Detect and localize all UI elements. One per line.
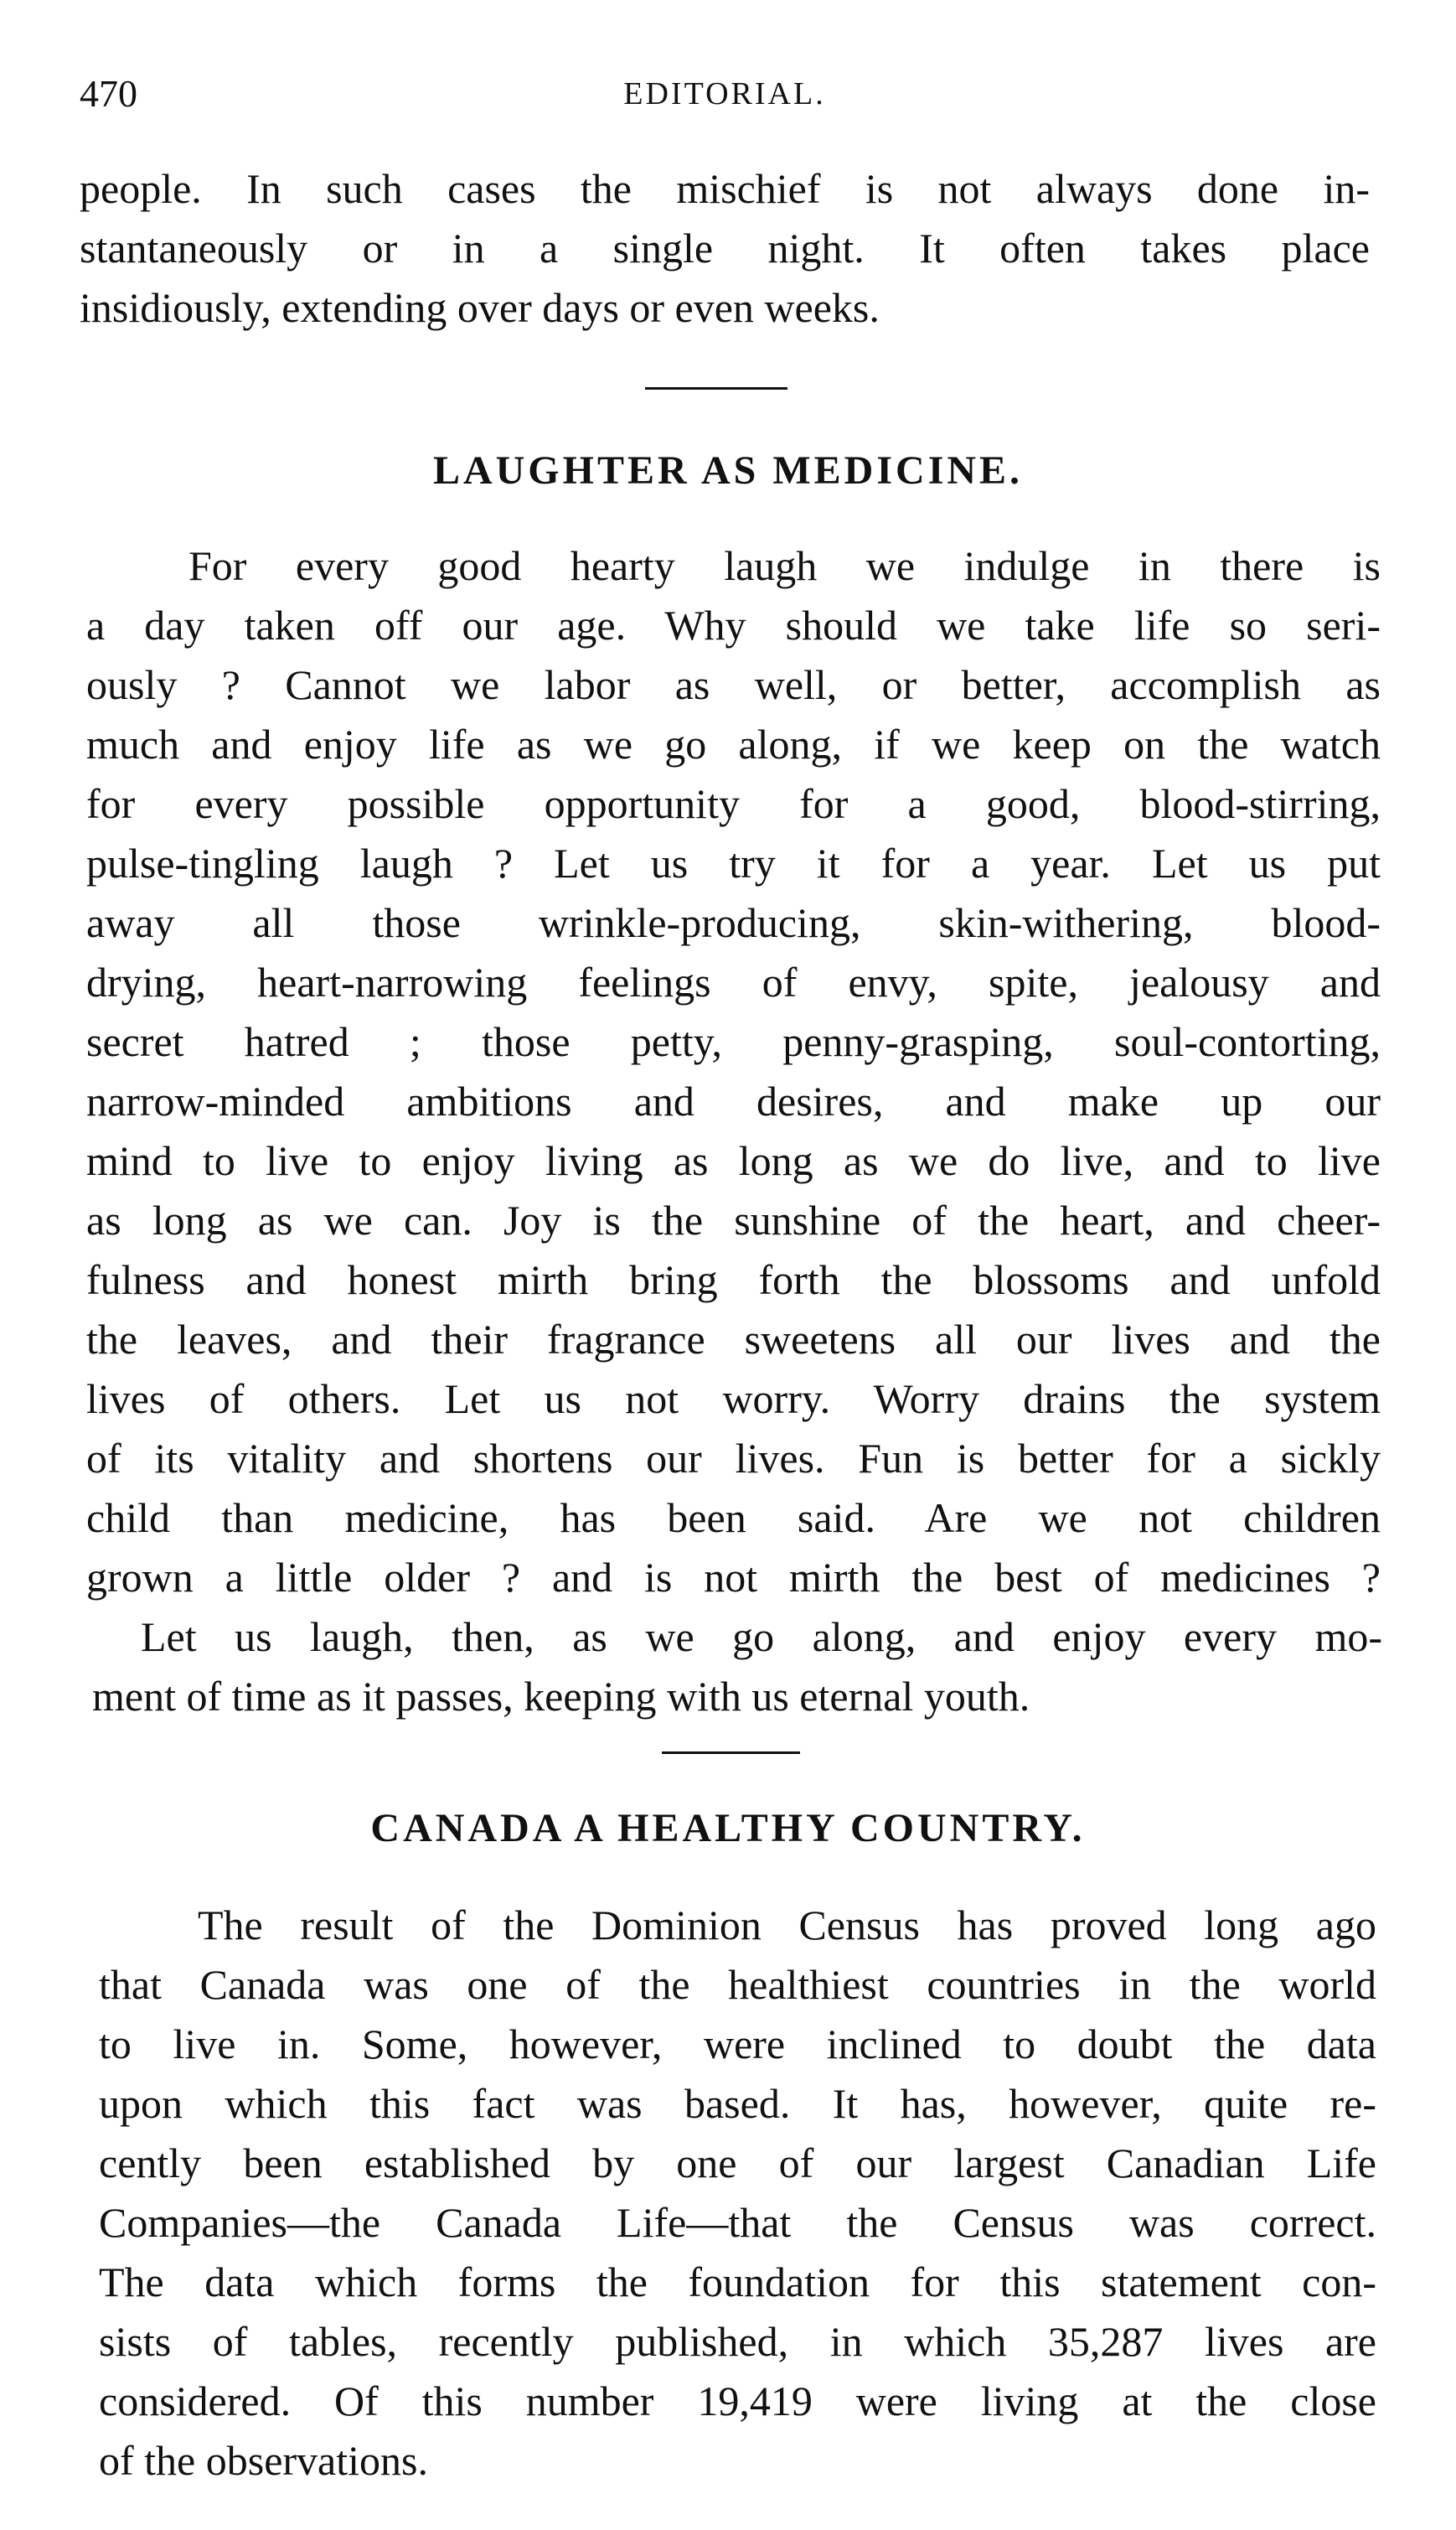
laughter-paragraph-2 <box>92 1607 1382 1726</box>
text-line: for every possible opportunity for a good, blood-stirring, <box>86 780 1381 827</box>
text-line: Companies—the Canada Life—that the Census was correct. <box>99 2199 1376 2246</box>
section-divider <box>645 387 787 390</box>
page-number: 470 <box>80 72 137 115</box>
text-line: considered. Of this number 19,419 were living at the close <box>99 2377 1376 2424</box>
text-line: a day taken off our age. Why should we take life so seri- <box>86 602 1381 649</box>
text-line: narrow-minded ambitions and desires, and make up our <box>86 1078 1381 1125</box>
text-line: of the observations. <box>99 2437 428 2484</box>
text-line: away all those wrinkle-producing, skin-withering, blood- <box>86 899 1381 946</box>
text-line: as long as we can. Joy is the sunshine of the heart, and cheer- <box>86 1197 1381 1244</box>
section-divider <box>662 1751 800 1754</box>
text-line: Let us laugh, then, as we go along, and enjoy every mo- <box>141 1613 1382 1660</box>
text-line: stantaneously or in a single night. It often takes place <box>80 225 1370 272</box>
text-line: For every good hearty laugh we indulge in there is <box>188 542 1381 589</box>
running-head <box>80 69 1370 119</box>
text-line: pulse-tingling laugh ? Let us try it for a year. Let us put <box>86 840 1381 887</box>
text-line: insidiously, extending over days or even weeks. <box>80 284 880 331</box>
text-line: ment of time as it passes, keeping with us eternal youth. <box>92 1673 1030 1720</box>
text-line: lives of others. Let us not worry. Worry drains the system <box>86 1375 1381 1422</box>
text-line: The result of the Dominion Census has proved long ago <box>198 1901 1376 1948</box>
text-line: cently been established by one of our largest Canadian Life <box>99 2139 1376 2186</box>
text-line: upon which this fact was based. It has, however, quite re- <box>99 2080 1376 2127</box>
text-line: much and enjoy life as we go along, if we keep on the watch <box>86 721 1381 768</box>
text-line: fulness and honest mirth bring forth the blossoms and unfold <box>86 1256 1381 1303</box>
text-line: that Canada was one of the healthiest countries in the world <box>99 1961 1376 2008</box>
text-line: drying, heart-narrowing feelings of envy, spite, jealousy and <box>86 959 1381 1006</box>
opening-paragraph <box>80 159 1370 338</box>
text-line: ously ? Cannot we labor as well, or better, accomplish as <box>86 661 1381 708</box>
laughter-paragraph-1 <box>86 536 1381 1607</box>
text-line: the leaves, and their fragrance sweetens all our lives and the <box>86 1316 1381 1363</box>
text-line: people. In such cases the mischief is not always done in- <box>80 165 1370 212</box>
text-line: mind to live to enjoy living as long as we do live, and to live <box>86 1137 1381 1184</box>
text-line: grown a little older ? and is not mirth the best of medicines ? <box>86 1554 1381 1601</box>
text-line: secret hatred ; those petty, penny-grasping, soul-contorting, <box>86 1018 1381 1065</box>
text-line: of its vitality and shortens our lives. Fun is better for a sickly <box>86 1435 1381 1482</box>
canada-paragraph-1 <box>99 1896 1376 2491</box>
text-line: to live in. Some, however, were inclined to doubt the data <box>99 2020 1376 2067</box>
text-line: child than medicine, has been said. Are we not children <box>86 1494 1381 1541</box>
text-line: The data which forms the foundation for this statement con- <box>99 2258 1376 2305</box>
section-heading-canada: CANADA A HEALTHY COUNTRY. <box>370 1806 1086 1850</box>
text-line: sists of tables, recently published, in which 35,287 lives are <box>99 2318 1376 2365</box>
section-heading-laughter: LAUGHTER AS MEDICINE. <box>432 448 1024 493</box>
running-title: EDITORIAL. <box>623 76 826 111</box>
